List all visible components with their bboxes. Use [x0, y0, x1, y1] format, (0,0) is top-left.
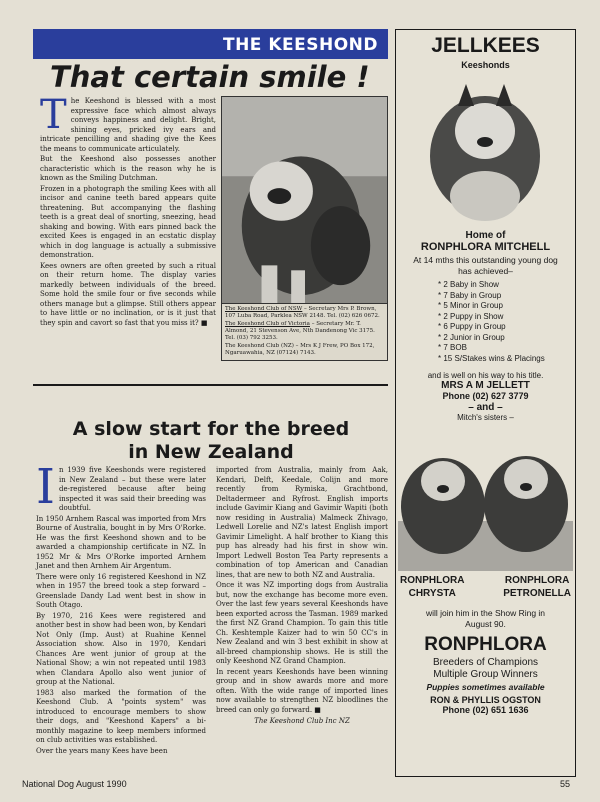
sisters-photo — [398, 426, 573, 571]
page-number: 55 — [560, 779, 571, 789]
byline: The Keeshond Club Inc NZ — [254, 717, 350, 725]
owner-phone: Phone (02) 627 3779 — [442, 391, 529, 401]
paragraph: By 1970, 216 Kees were registered and another best in show had been won, by Kendari Not Only (Imp. Aust) at Ruahine Kennel Association show. Also in 1970, Kendari Chances Are went junior of group at the National Show; a win not repeated until 1983 when Clandara Apollo also went junior of group at the National. — [36, 611, 206, 686]
breed-label: Keeshonds — [461, 60, 510, 70]
paragraph: imported from Australia, mainly from Aak, Kendari, Delft, Keedale, Colijn and more recently from Rymiska, Grachtbond, Deltadermeer and Ryfrost. English imports include Gavimir Kiang and Gavimir Wapiti (both now residing in Australia) Malmeck Zhivago, Ledwell Lorelie and NZ's latest English import Gavimir Limelight. A half brother to Kiang this pup has already had his first in show win. Import Ledwell Boston Tea Party represents a combination of top American and Canadian lines, that are new to both NZ and Australia. — [216, 466, 388, 579]
paragraph: Frozen in a photograph the smiling Kees with all incisor and canine teeth bared appears quite threatening. But accompanying the flashing teeth is a great deal of snorting, sneezing, head shaking and bowing. With ears pinned back the excited Kees is engaged in an ecstatic display which in dog language is actually a submissive demonstration. — [40, 184, 216, 259]
keeshond-photo — [221, 96, 388, 304]
article-column-1 — [36, 459, 206, 757]
paragraph: In recent years Keeshonds have been winning group and in show awards more and more often. With the wide range of imported lines now available to strengthen NZ bloodlines the breed can only go forward. ■ — [216, 667, 388, 714]
article-headline — [30, 418, 392, 464]
title-progress-text: and is well on his way to his title. — [427, 371, 544, 380]
intro-text: At 14 mths this outstanding young dog has achieved– — [413, 255, 558, 276]
paragraph: But the Keeshond also possesses another characteristic which is the reason why he is known as the Smiling Dutchman. — [40, 155, 216, 182]
club-contact: The Keeshond Club of NSW – Secretary Mrs P. Brown, 107 Luba Road, Parklea NSW 2148. Tel. (02) 626 0672. — [225, 306, 380, 319]
drop-cap: T — [40, 92, 67, 138]
owner-name: MRS A M JELLETT — [441, 380, 530, 391]
breeder-tagline: Breeders of Champions — [432, 657, 539, 668]
paragraph: In 1950 Arnhem Rascal was imported from Mrs Bourne of Australia, bought in by Mrs O'Rorke. He was the first Keeshond shown and to be awarded a championship certificate in NZ. In 1952 Mr & Mrs O'Rorke imported Arnhem Janet and then Arnhem Air Argentum. — [36, 514, 206, 570]
list-item: * 6 Puppy in Group — [438, 322, 506, 331]
drop-cap: I — [36, 459, 55, 515]
breeder-kennel: RONPHLORA — [424, 634, 547, 655]
list-item: * 2 Baby in Show — [438, 280, 499, 289]
section-divider — [33, 384, 388, 386]
breeder-phone: Phone (02) 651 1636 — [442, 705, 529, 715]
sisters-label: Mitch's sisters – — [457, 413, 514, 422]
paragraph: Once it was NZ importing dogs from Australia but, now the exchange has become more even. Over the last few years several Keeshonds have been exported across the Tasman. 1989 marked the first NZ Grand Champion. To gain this title Ch. Keshtemple Kaizer had to win 50 CC's in New Zealand and win 3 best exhibit in show at all-breed championship shows. He is still the only Keeshond NZ Grand Champion. — [216, 581, 388, 665]
paragraph: Kees owners are often greeted by such a ritual on their return home. The display varies markedly between individuals of the breed. Some hold the smile four or five seconds while others manage but a glimpse. Still others appear to have little or no inclination, or is it just that they spin and cavort so fast that you miss it? ■ — [40, 261, 216, 327]
sister-name: RONPHLORA PETRONELLA — [503, 575, 571, 599]
breeder-names: RON & PHYLLIS OGSTON — [430, 695, 541, 705]
kennel-advertisement — [395, 29, 576, 777]
list-item: * 15 S/Stakes wins & Placings — [438, 353, 545, 363]
article-column-2 — [216, 466, 388, 728]
paragraph: Over the years many Kees have been — [36, 746, 168, 755]
breeder-tagline: Multiple Group Winners — [433, 669, 538, 680]
paragraph: n 1939 five Keeshonds were registered in New Zealand – but these were later de-registered because after being inspected it was said their breeding was doubtful. — [58, 466, 206, 512]
list-item: * 7 BOB — [438, 343, 467, 352]
magazine-footer: National Dog August 1990 — [22, 779, 127, 789]
paragraph: 1983 also marked the formation of the Keeshond Club. A "points system" was introduced to encourage members to show their dogs, and "Keeshond Kapers" a bi-monthly magazine to keep members informed on club activities was established. — [36, 688, 206, 744]
paragraph: he Keeshond is blessed with a most expressive face which almost always conveys happiness and delight. Bright, shining eyes, pricked ivy ears and intricate pencilling and shading give the Kees the means to communicate articulately. — [40, 97, 216, 153]
list-item: * 7 Baby in Group — [438, 290, 502, 300]
join-text: will join him in the Show Ring in August 90. — [425, 608, 546, 629]
achievements-list — [438, 280, 548, 364]
kennel-name: JELLKEES — [431, 34, 540, 57]
sister-name: RONPHLORA CHRYSTA — [400, 575, 465, 599]
section-banner: THE KEESHOND — [33, 29, 388, 59]
mitchell-photo — [418, 76, 553, 226]
home-of-label: Home of — [465, 230, 506, 241]
article-headline: That certain smile ! — [50, 60, 370, 94]
club-contact: The Keeshond Club (NZ) – Mrs K J Frew, PO Box 172, Ngaruawahia, NZ (07124) 7143. — [225, 343, 375, 356]
list-item: * 2 Junior in Group — [438, 332, 505, 342]
club-contact: The Keeshond Club of Victoria – Secretary Mr. T. Almond, 21 Stevenson Ave, Nth Dandenong Vic 3175. Tel. (03) 792 3253. — [225, 321, 375, 341]
list-item: * 2 Puppy in Show — [438, 311, 504, 321]
headline-line: A slow start for the breed — [72, 418, 350, 440]
list-item: * 5 Minor in Group — [438, 301, 503, 310]
featured-dog-name: RONPHLORA MITCHELL — [420, 241, 551, 253]
article-body — [40, 92, 216, 329]
puppies-note: Puppies sometimes available — [426, 682, 545, 692]
and-separator: – and – — [468, 402, 503, 413]
paragraph: There were only 16 registered Keeshond in NZ when in 1957 the breed took a step forward – Greenslade Dandy Lad went best in show in South Otago. — [36, 572, 206, 609]
club-contacts — [221, 304, 388, 361]
headline-line: in New Zealand — [128, 441, 294, 463]
